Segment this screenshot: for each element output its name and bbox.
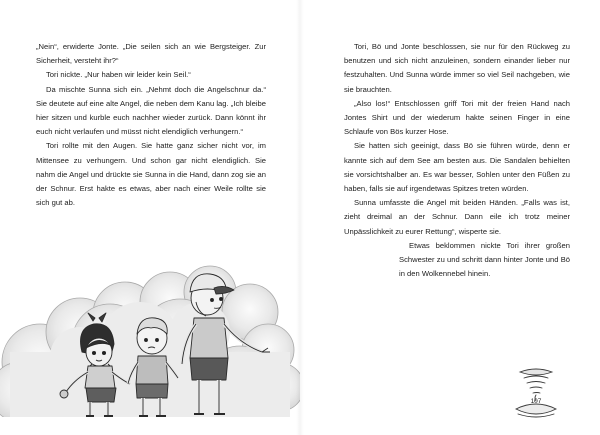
paragraph: Etwas beklommen nickte Tori ihrer großen Schwester zu und schritt dann hinter Jonte und Bö in den Wolkennebel hinein.	[399, 240, 570, 279]
right-page	[300, 0, 600, 435]
paragraph: Sie hatten sich geeinigt, dass Bö sie führen würde, denn er kannte sich auf dem See am besten aus. Die Sandalen behielten sie vorsichtshalber an. Es war besser, Sohlen unter den Füßen zu haben, falls sie auf irgendetwas Spitzes treten würden.	[344, 141, 570, 194]
paragraph: Da mischte Sunna sich ein. „Nehmt doch die Angelschnur da.“ Sie deutete auf eine alte Angel, die neben dem Kanu lag. „Ich bleibe hier sitzen und kurble euch nachher wieder zurück. Dann könnt ihr euch nicht verlaufen und müsst nicht elendiglich verhungern.“	[36, 84, 266, 137]
paragraph: Tori, Bö und Jonte beschlossen, sie nur für den Rückweg zu benutzen und sich nicht anzuleinen, sondern einander lieber nur festzuhalten. Und Sunna würde immer so viel Seil nachgeben, wie sie brauchten.	[344, 42, 570, 94]
left-page-text	[36, 40, 266, 210]
paragraph: „Nein“, erwiderte Jonte. „Die seilen sich an wie Bergsteiger. Zur Sicherheit, versteht ihr?“	[36, 42, 266, 66]
paragraph: Tori rollte mit den Augen. Sie hatte ganz sicher nicht vor, im Mittensee zu verhungern. Und schon gar nicht elendiglich. Sie nahm die Angel und drückte sie Sunna in die Hand, dann zog sie an der Schnur. Erst hakte es etwas, aber nach einer Weile rollte sie sich gut ab.	[36, 141, 266, 208]
tornado-icon	[506, 362, 566, 422]
children-in-cloud-illustration	[0, 232, 300, 435]
paragraph: Tori nickte. „Nur haben wir leider kein Seil.“	[46, 70, 191, 80]
paragraph: Sunna umfasste die Angel mit beiden Händen. „Falls was ist, zieht dreimal an der Schnur. Dann eile ich trotz meiner Unpässlichkeit zu eurer Rettung“, wisperte sie.	[344, 198, 570, 236]
paragraph: „Also los!“ Entschlossen griff Tori mit der freien Hand nach Jontes Shirt und der wiederum hakte seinen Finger in eine Schlaufe von Bös kurzer Hose.	[344, 98, 570, 137]
page-number: 107	[530, 398, 542, 405]
right-page-text	[344, 40, 570, 281]
page-number-badge	[506, 362, 566, 422]
